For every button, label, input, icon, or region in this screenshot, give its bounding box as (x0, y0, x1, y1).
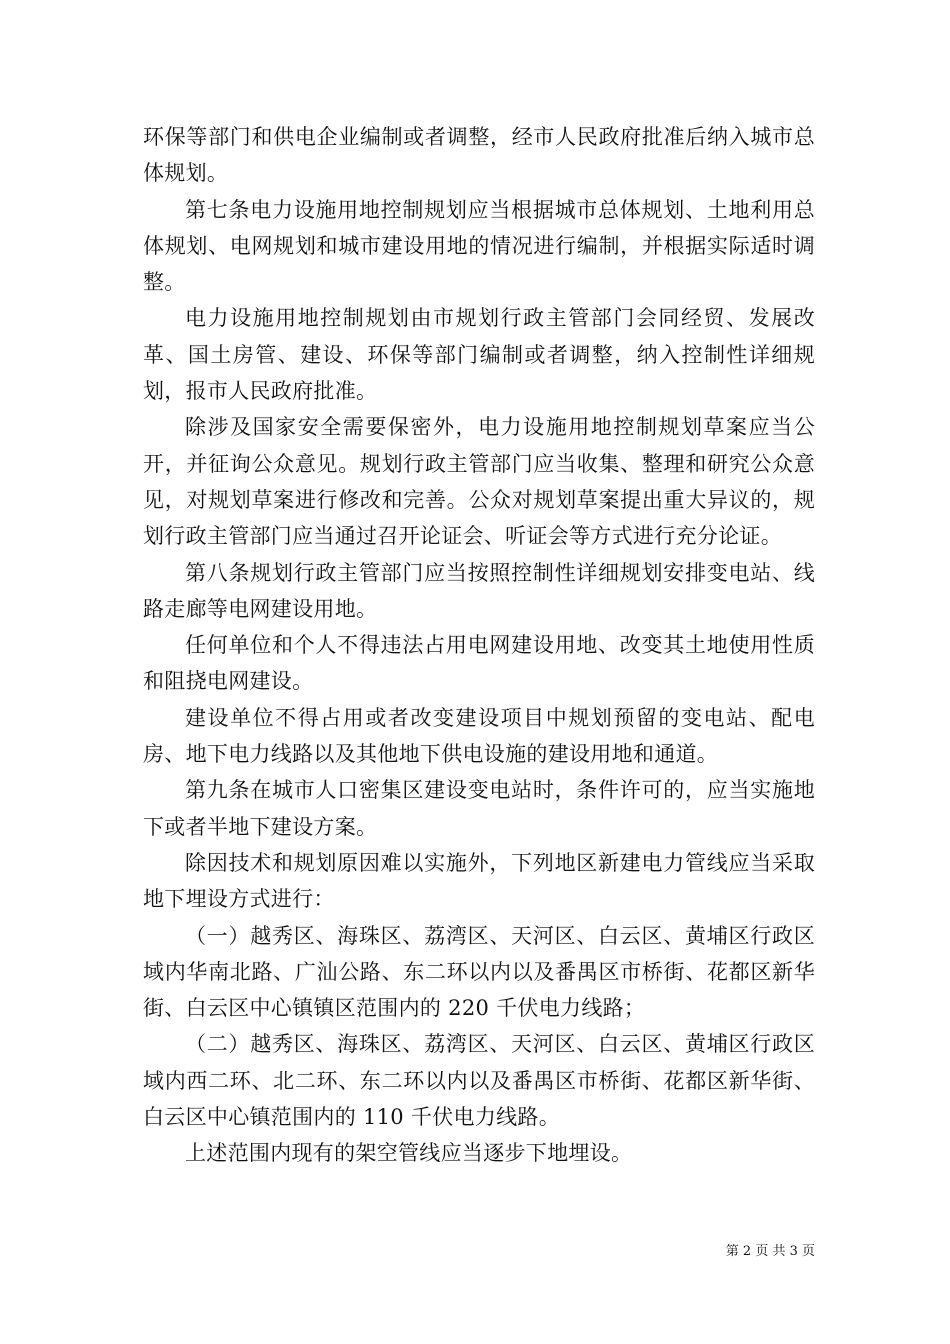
paragraph-item-1: （一）越秀区、海珠区、荔湾区、天河区、白云区、黄埔区行政区域内华南北路、广汕公路、东二环以内以及番禺区市桥街、花都区新华街、白云区中心镇镇区范围内的 220 千伏电力线路； (143, 923, 815, 1021)
paragraph-4: 除涉及国家安全需要保密外，电力设施用地控制规划草案应当公开，并征询公众意见。规划行政主管部门应当收集、整理和研究公众意见，对规划草案进行修改和完善。公众对规划草案提出重大异议的，规划行政主管部门应当通过召开论证会、听证会等方式进行充分论证。 (143, 415, 815, 549)
paragraph-article-8: 第八条规划行政主管部门应当按照控制性详细规划安排变电站、线路走廊等电网建设用地。 (143, 560, 815, 621)
document-body (143, 119, 815, 1172)
paragraph-9: 除因技术和规划原因难以实施外，下列地区新建电力管线应当采取地下埋设方式进行： (143, 850, 815, 912)
paragraph-article-9: 第九条在城市人口密集区建设变电站时，条件许可的，应当实施地下或者半地下建设方案。 (143, 778, 815, 839)
page-number-footer: 第 2 页 共 3 页 (725, 1244, 815, 1259)
paragraph-article-7: 第七条电力设施用地控制规划应当根据城市总体规划、土地利用总体规划、电网规划和城市建设用地的情况进行编制，并根据实际适时调整。 (143, 197, 815, 295)
paragraph-3: 电力设施用地控制规划由市规划行政主管部门会同经贸、发展改革、国土房管、建设、环保等部门编制或者调整，纳入控制性详细规划，报市人民政府批准。 (143, 306, 815, 404)
paragraph-6: 任何单位和个人不得违法占用电网建设用地、改变其土地使用性质和阻挠电网建设。 (143, 633, 815, 694)
paragraph-7: 建设单位不得占用或者改变建设项目中规划预留的变电站、配电房、地下电力线路以及其他地下供电设施的建设用地和通道。 (143, 705, 815, 767)
paragraph-12: 上述范围内现有的架空管线应当逐步下地埋设。 (185, 1141, 633, 1166)
paragraph-1: 环保等部门和供电企业编制或者调整，经市人民政府批准后纳入城市总体规划。 (143, 125, 815, 186)
paragraph-item-2: （二）越秀区、海珠区、荔湾区、天河区、白云区、黄埔区行政区域内西二环、北二环、东二环以内以及番禺区市桥街、花都区新华街、白云区中心镇范围内的 110 千伏电力线路。 (143, 1032, 815, 1130)
